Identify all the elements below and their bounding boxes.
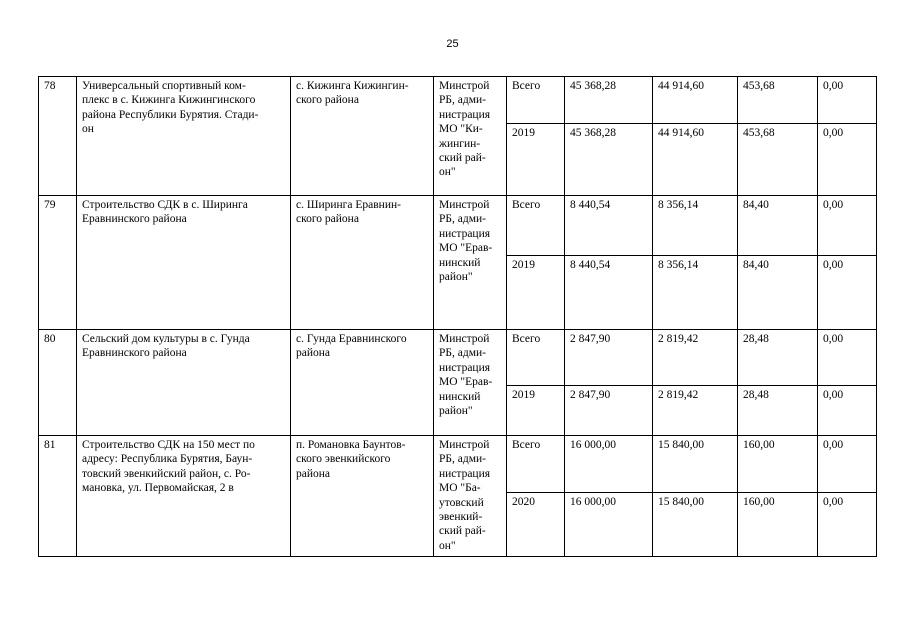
amount-cell: 8 356,14 [653,196,738,256]
object-name: Строительство СДК в с. Ширинга Еравнинского района [77,196,291,330]
total-cell: 2 847,90 [565,330,653,386]
amount-cell: 0,00 [818,124,877,196]
amount-cell: 8 356,14 [653,256,738,330]
amount-cell: 0,00 [818,386,877,436]
object-location: с. Гунда Еравнинского района [291,330,434,436]
period-cell: Всего [507,330,565,386]
object-location: п. Романовка Баунтов- ского эвенкийского района [291,436,434,557]
period-cell: Всего [507,436,565,493]
responsible-party: Минстрой РБ, адми- нистрация МО "Ба- утовский эвенкий- ский рай- он" [434,436,507,557]
total-cell: 45 368,28 [565,77,653,124]
amount-cell: 0,00 [818,196,877,256]
row-number: 79 [39,196,77,330]
amount-cell: 2 819,42 [653,386,738,436]
amount-cell: 0,00 [818,436,877,493]
amount-cell: 0,00 [818,330,877,386]
amount-cell: 453,68 [738,124,818,196]
amount-cell: 44 914,60 [653,77,738,124]
object-location: с. Ширинга Еравнин- ского района [291,196,434,330]
amount-cell: 15 840,00 [653,493,738,557]
program-table [38,76,877,557]
period-cell: 2019 [507,386,565,436]
total-cell: 2 847,90 [565,386,653,436]
table-row [39,77,877,124]
amount-cell: 2 819,42 [653,330,738,386]
amount-cell: 0,00 [818,256,877,330]
total-cell: 8 440,54 [565,256,653,330]
table-row [39,436,877,493]
period-cell: 2019 [507,124,565,196]
amount-cell: 160,00 [738,436,818,493]
amount-cell: 84,40 [738,256,818,330]
amount-cell: 0,00 [818,77,877,124]
row-number: 78 [39,77,77,196]
amount-cell: 160,00 [738,493,818,557]
object-location: с. Кижинга Кижингин- ского района [291,77,434,196]
page-number: 25 [446,38,459,50]
period-cell: Всего [507,77,565,124]
amount-cell: 84,40 [738,196,818,256]
total-cell: 8 440,54 [565,196,653,256]
table-row [39,330,877,386]
amount-cell: 15 840,00 [653,436,738,493]
responsible-party: Минстрой РБ, адми- нистрация МО "Ерав- нинский район" [434,196,507,330]
amount-cell: 28,48 [738,386,818,436]
total-cell: 45 368,28 [565,124,653,196]
period-cell: 2020 [507,493,565,557]
row-number: 81 [39,436,77,557]
period-cell: 2019 [507,256,565,330]
amount-cell: 453,68 [738,77,818,124]
object-name: Сельский дом культуры в с. Гунда Еравнинского района [77,330,291,436]
row-number: 80 [39,330,77,436]
amount-cell: 28,48 [738,330,818,386]
period-cell: Всего [507,196,565,256]
responsible-party: Минстрой РБ, адми- нистрация МО "Ерав- нинский район" [434,330,507,436]
object-name: Универсальный спортивный ком- плекс в с. Кижинга Кижингинского района Республики Бурятия. Стади- он [77,77,291,196]
total-cell: 16 000,00 [565,436,653,493]
object-name: Строительство СДК на 150 мест по адресу: Республика Бурятия, Баун- товский эвенкийский район, с. Ро- мановка, ул. Первомайская, 2 в [77,436,291,557]
amount-cell: 0,00 [818,493,877,557]
responsible-party: Минстрой РБ, адми- нистрация МО "Ки- жингин- ский рай- он" [434,77,507,196]
total-cell: 16 000,00 [565,493,653,557]
table-row [39,196,877,256]
amount-cell: 44 914,60 [653,124,738,196]
